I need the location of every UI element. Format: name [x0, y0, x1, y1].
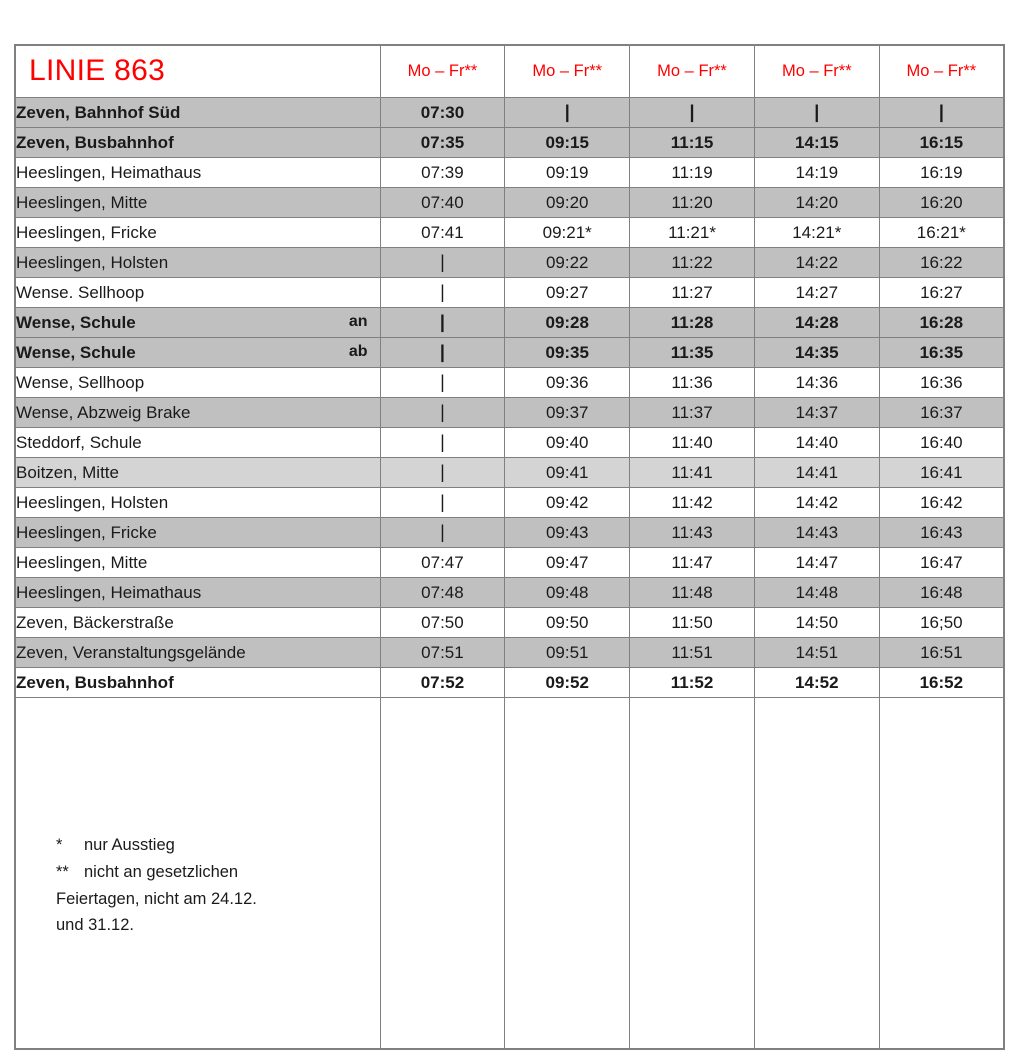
- departure-time-cell: 07:48: [380, 577, 505, 607]
- departure-time-cell: 09:52: [505, 667, 630, 697]
- departure-time-cell: 16:21*: [879, 217, 1004, 247]
- departure-time-cell: 14:37: [754, 397, 879, 427]
- footnotes-cell: [15, 697, 380, 1049]
- line-title-cell: [15, 45, 380, 97]
- departure-time-cell: 14:28: [754, 307, 879, 337]
- departure-time-cell: 11:51: [630, 637, 755, 667]
- departure-time-cell: 14:36: [754, 367, 879, 397]
- no-service-cell: |: [380, 427, 505, 457]
- stop-name: Heeslingen, Heimathaus: [16, 162, 202, 182]
- departure-time-cell: 09:21*: [505, 217, 630, 247]
- period-header-label: Mo – Fr**: [407, 62, 478, 80]
- departure-time-cell: 09:36: [505, 367, 630, 397]
- departure-time-cell: 11:19: [630, 157, 755, 187]
- stop-name: Steddorf, Schule: [16, 432, 142, 452]
- footnote-marker-double: **: [56, 863, 69, 882]
- departure-time-cell: 14:42: [754, 487, 879, 517]
- stop-name: Zeven, Veranstaltungsgelände: [16, 642, 246, 662]
- stop-name-cell: [15, 607, 380, 637]
- departure-time-cell: 16:35: [879, 337, 1004, 367]
- period-header-label: Mo – Fr**: [657, 62, 727, 80]
- departure-time-cell: 09:43: [505, 517, 630, 547]
- departure-time-cell: 16:15: [879, 127, 1004, 157]
- no-service-cell: |: [505, 97, 630, 127]
- departure-time-cell: 07:41: [380, 217, 505, 247]
- departure-time-cell: 11:43: [630, 517, 755, 547]
- footnotes-text: [16, 806, 380, 939]
- stop-name: Heeslingen, Holsten: [16, 492, 169, 512]
- departure-time-cell: 14:50: [754, 607, 879, 637]
- stop-name-cell: [15, 127, 380, 157]
- departure-time-cell: 11:50: [630, 607, 755, 637]
- period-header-cell-3: [630, 45, 755, 97]
- no-service-cell: |: [380, 487, 505, 517]
- departure-time-cell: 07:30: [380, 97, 505, 127]
- footnote-text-double-b: Feiertagen, nicht am 24.12.: [56, 889, 257, 908]
- departure-time-cell: 09:40: [505, 427, 630, 457]
- departure-time-cell: 16:20: [879, 187, 1004, 217]
- table-row: [15, 547, 1004, 577]
- footnote-line: [56, 859, 366, 886]
- departure-time-cell: 11:47: [630, 547, 755, 577]
- departure-time-cell: 14:40: [754, 427, 879, 457]
- departure-time-cell: 07:52: [380, 667, 505, 697]
- period-header-label: Mo – Fr**: [906, 62, 977, 80]
- footnotes-empty-cell-4: [754, 697, 879, 1049]
- stop-name: Wense, Abzweig Brake: [16, 402, 191, 422]
- period-header-label: Mo – Fr**: [532, 62, 603, 80]
- departure-time-cell: 14:15: [754, 127, 879, 157]
- departure-time-cell: 16:42: [879, 487, 1004, 517]
- departure-time-cell: 09:22: [505, 247, 630, 277]
- departure-time-cell: 16:47: [879, 547, 1004, 577]
- departure-time-cell: 16:51: [879, 637, 1004, 667]
- page-title: LINIE 863: [29, 54, 166, 88]
- departure-time-cell: 09:51: [505, 637, 630, 667]
- departure-time-cell: 14:41: [754, 457, 879, 487]
- stop-name: Zeven, Busbahnhof: [16, 672, 174, 692]
- table-row: [15, 367, 1004, 397]
- departure-time-cell: 07:51: [380, 637, 505, 667]
- stop-name-cell: [15, 547, 380, 577]
- footnote-text-double-c: und 31.12.: [56, 916, 134, 935]
- footnote-line: [56, 832, 366, 859]
- stop-name-cell: [15, 487, 380, 517]
- departure-time-cell: 14:21*: [754, 217, 879, 247]
- stop-name-cell: [15, 217, 380, 247]
- table-row: [15, 427, 1004, 457]
- no-service-cell: |: [380, 277, 505, 307]
- departure-time-cell: 14:43: [754, 517, 879, 547]
- departure-time-cell: 14:48: [754, 577, 879, 607]
- footnote-text-single: nur Ausstieg: [84, 836, 175, 855]
- departure-time-cell: 11:36: [630, 367, 755, 397]
- table-row: [15, 217, 1004, 247]
- departure-time-cell: 11:22: [630, 247, 755, 277]
- period-header-cell-2: [505, 45, 630, 97]
- no-service-cell: |: [380, 397, 505, 427]
- stop-name-cell: [15, 427, 380, 457]
- departure-time-cell: 14:47: [754, 547, 879, 577]
- stop-name-cell: [15, 397, 380, 427]
- departure-time-cell: 09:48: [505, 577, 630, 607]
- departure-time-cell: 11:37: [630, 397, 755, 427]
- no-service-cell: |: [380, 457, 505, 487]
- departure-time-cell: 14:27: [754, 277, 879, 307]
- departure-time-cell: 16:19: [879, 157, 1004, 187]
- departure-time-cell: 09:27: [505, 277, 630, 307]
- departure-time-cell: 16:52: [879, 667, 1004, 697]
- no-service-cell: |: [879, 97, 1004, 127]
- departure-time-cell: 11:20: [630, 187, 755, 217]
- stop-name: Heeslingen, Holsten: [16, 252, 169, 272]
- stop-name-cell: [15, 637, 380, 667]
- departure-time-cell: 07:47: [380, 547, 505, 577]
- departure-time-cell: 07:40: [380, 187, 505, 217]
- departure-time-cell: 14:51: [754, 637, 879, 667]
- departure-time-cell: 11:48: [630, 577, 755, 607]
- departure-time-cell: 14:35: [754, 337, 879, 367]
- table-header-row: [15, 45, 1004, 97]
- table-row: [15, 307, 1004, 337]
- table-row: [15, 637, 1004, 667]
- stop-name: Heeslingen, Fricke: [16, 222, 157, 242]
- stop-name-cell: [15, 367, 380, 397]
- stop-name: Wense, Schule: [16, 342, 136, 362]
- footnotes-empty-cell-1: [380, 697, 505, 1049]
- stop-name-cell: [15, 457, 380, 487]
- table-row: [15, 667, 1004, 697]
- stop-name: Wense. Sellhoop: [16, 282, 145, 302]
- departure-time-cell: 16:37: [879, 397, 1004, 427]
- period-header-cell-4: [754, 45, 879, 97]
- stop-name-cell: [15, 97, 380, 127]
- departure-time-cell: 09:50: [505, 607, 630, 637]
- no-service-cell: |: [630, 97, 755, 127]
- departure-time-cell: 07:39: [380, 157, 505, 187]
- table-row: [15, 607, 1004, 637]
- footnote-text-double-a: nicht an gesetzlichen: [84, 863, 239, 882]
- departure-time-cell: 16:28: [879, 307, 1004, 337]
- stop-name: Wense, Sellhoop: [16, 372, 145, 392]
- departure-time-cell: 09:47: [505, 547, 630, 577]
- table-row: [15, 397, 1004, 427]
- no-service-cell: |: [380, 517, 505, 547]
- footnote-marker-single: *: [56, 836, 63, 855]
- departure-time-cell: 16:41: [879, 457, 1004, 487]
- departure-time-cell: 11:21*: [630, 217, 755, 247]
- period-header-cell-1: [380, 45, 505, 97]
- table-row: [15, 457, 1004, 487]
- stop-name: Wense, Schule: [16, 312, 136, 332]
- stop-name: Zeven, Bahnhof Süd: [16, 102, 181, 122]
- departure-time-cell: 09:35: [505, 337, 630, 367]
- footnotes-empty-cell-3: [630, 697, 755, 1049]
- table-row: [15, 277, 1004, 307]
- departure-time-cell: 09:19: [505, 157, 630, 187]
- stop-name-cell: [15, 337, 380, 367]
- stop-name: Boitzen, Mitte: [16, 462, 119, 482]
- stop-name: Heeslingen, Mitte: [16, 192, 148, 212]
- table-row: [15, 157, 1004, 187]
- footnotes-row: [15, 697, 1004, 1049]
- departure-time-cell: 07:35: [380, 127, 505, 157]
- no-service-cell: |: [380, 337, 505, 367]
- table-row: [15, 337, 1004, 367]
- departure-time-cell: 16:36: [879, 367, 1004, 397]
- stop-name-cell: [15, 247, 380, 277]
- departure-time-cell: 09:15: [505, 127, 630, 157]
- departure-time-cell: 11:40: [630, 427, 755, 457]
- departure-time-cell: 09:42: [505, 487, 630, 517]
- stop-name: Zeven, Busbahnhof: [16, 132, 174, 152]
- departure-time-cell: 09:37: [505, 397, 630, 427]
- stop-name-cell: [15, 517, 380, 547]
- footnotes-empty-cell-5: [879, 697, 1004, 1049]
- stop-name-cell: [15, 307, 380, 337]
- departure-time-cell: 14:52: [754, 667, 879, 697]
- departure-time-cell: 14:22: [754, 247, 879, 277]
- stop-name: Heeslingen, Heimathaus: [16, 582, 202, 602]
- departure-time-cell: 09:41: [505, 457, 630, 487]
- no-service-cell: |: [380, 367, 505, 397]
- table-row: [15, 487, 1004, 517]
- stop-name-cell: [15, 157, 380, 187]
- departure-time-cell: 16:27: [879, 277, 1004, 307]
- stop-name-cell: [15, 667, 380, 697]
- table-row: [15, 247, 1004, 277]
- period-header-label: Mo – Fr**: [781, 62, 852, 80]
- arrival-departure-marker: ab: [348, 343, 368, 360]
- table-row: [15, 97, 1004, 127]
- departure-time-cell: 14:19: [754, 157, 879, 187]
- departure-time-cell: 11:27: [630, 277, 755, 307]
- stop-name: Zeven, Bäckerstraße: [16, 612, 174, 632]
- footnote-line: [56, 912, 366, 939]
- stop-name: Heeslingen, Fricke: [16, 522, 157, 542]
- departure-time-cell: 11:28: [630, 307, 755, 337]
- departure-time-cell: 14:20: [754, 187, 879, 217]
- no-service-cell: |: [754, 97, 879, 127]
- departure-time-cell: 11:35: [630, 337, 755, 367]
- departure-time-cell: 16:40: [879, 427, 1004, 457]
- table-row: [15, 187, 1004, 217]
- departure-time-cell: 11:52: [630, 667, 755, 697]
- table-row: [15, 577, 1004, 607]
- arrival-departure-marker: an: [348, 313, 368, 330]
- period-header-cell-5: [879, 45, 1004, 97]
- table-row: [15, 517, 1004, 547]
- departure-time-cell: 16:48: [879, 577, 1004, 607]
- footnote-line: [56, 886, 366, 913]
- departure-time-cell: 07:50: [380, 607, 505, 637]
- stop-name-cell: [15, 577, 380, 607]
- departure-time-cell: 09:20: [505, 187, 630, 217]
- departure-time-cell: 16;50: [879, 607, 1004, 637]
- timetable: [14, 44, 1005, 1050]
- no-service-cell: |: [380, 247, 505, 277]
- no-service-cell: |: [380, 307, 505, 337]
- departure-time-cell: 11:15: [630, 127, 755, 157]
- departure-time-cell: 16:43: [879, 517, 1004, 547]
- departure-time-cell: 16:22: [879, 247, 1004, 277]
- stop-name: Heeslingen, Mitte: [16, 552, 148, 572]
- departure-time-cell: 11:42: [630, 487, 755, 517]
- departure-time-cell: 09:28: [505, 307, 630, 337]
- footnotes-empty-cell-2: [505, 697, 630, 1049]
- stop-name-cell: [15, 277, 380, 307]
- table-row: [15, 127, 1004, 157]
- stop-name-cell: [15, 187, 380, 217]
- departure-time-cell: 11:41: [630, 457, 755, 487]
